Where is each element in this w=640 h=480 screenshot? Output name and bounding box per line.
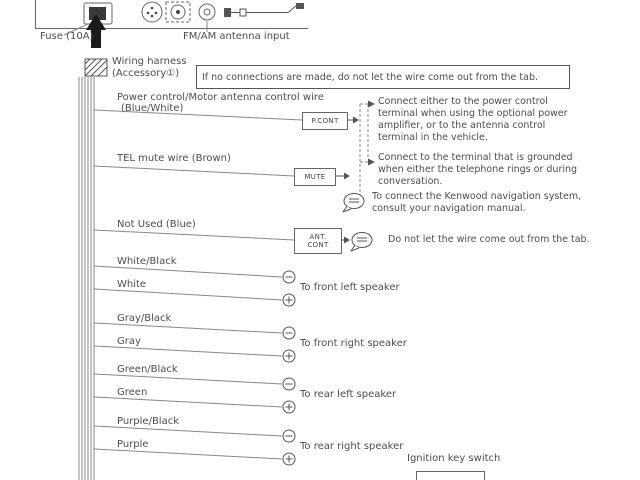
tel-mute-wire-label: TEL mute wire (Brown)	[117, 153, 231, 164]
pcont-tab: P.CONT	[302, 112, 348, 130]
speaker-neg-label: Purple/Black	[117, 416, 180, 427]
speaker-pos-label: Purple	[117, 439, 149, 450]
speaker-neg-label: Gray/Black	[117, 313, 172, 324]
speaker-destination: To rear left speaker	[300, 389, 397, 400]
speaker-destination: To front left speaker	[300, 282, 400, 293]
navigation-note: To connect the Kenwood navigation system, consult your navigation manual.	[372, 191, 582, 214]
ant-cont-tab-line2: CONT	[307, 241, 329, 249]
ant-cont-tab-line1: ANT.	[309, 233, 327, 241]
speaker-neg-label: White/Black	[117, 256, 177, 267]
fuse-label: Fuse (10A)	[40, 31, 94, 42]
tab-arrow-icon	[334, 117, 359, 244]
head-unit-rear-panel	[35, 0, 308, 29]
wiring-harness-label-line1: Wiring harness	[112, 56, 187, 67]
not-used-wire-label: Not Used (Blue)	[117, 219, 196, 230]
note-arrow-icon	[368, 101, 375, 166]
speech-bubble-icon	[351, 233, 372, 252]
not-used-note: Do not let the wire come out from the tab.	[388, 234, 590, 245]
ignition-switch-box	[417, 472, 485, 480]
wire-bundle	[79, 77, 94, 480]
harness-connector	[85, 59, 107, 76]
speaker-neg-label: Green/Black	[117, 364, 178, 375]
tel-mute-note: Connect to the terminal that is grounded when either the telephone rings or during conversation.	[378, 152, 578, 187]
antenna-input-label: FM/AM antenna input	[183, 31, 290, 42]
wiring-harness-label	[112, 56, 187, 80]
speaker-pos-label: Green	[117, 387, 148, 398]
ignition-key-switch-label: Ignition key switch	[407, 453, 501, 464]
speaker-destination: To front right speaker	[300, 338, 407, 349]
speaker-destination: To rear right speaker	[300, 441, 404, 452]
speaker-pos-label: White	[117, 279, 147, 290]
speech-bubble-icon	[343, 194, 364, 213]
speaker-pos-label: Gray	[117, 336, 141, 347]
power-wire-color: (Blue/White)	[121, 103, 184, 114]
connection-alternatives-dashed	[360, 104, 368, 204]
no-connection-note-box: If no connections are made, do not let the wire come out from the tab.	[196, 65, 570, 89]
mute-tab: MUTE	[294, 168, 336, 186]
power-wire-label: Power control/Motor antenna control wire	[117, 92, 324, 103]
wiring-harness-label-line2: (Accessory①)	[112, 68, 180, 79]
ant-cont-tab	[294, 228, 342, 254]
antenna-cable	[224, 3, 304, 17]
power-wire-note: Connect either to the power control terminal when using the optional power amplifier, or to the antenna control terminal in the vehicle.	[378, 96, 568, 143]
